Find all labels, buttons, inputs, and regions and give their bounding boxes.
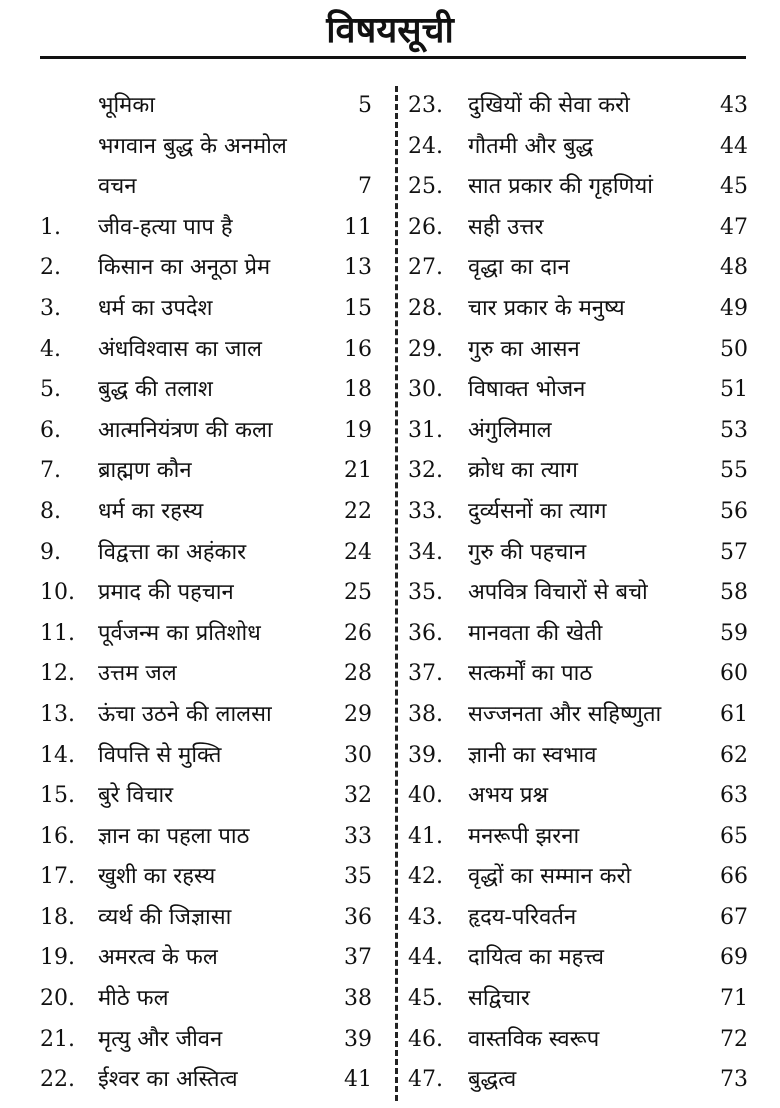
- toc-entry-page: 18: [344, 377, 372, 403]
- toc-entry: [40, 857, 380, 898]
- toc-entry-page: 7: [358, 174, 372, 200]
- toc-entry-page: 72: [720, 1026, 748, 1052]
- toc-entry-number: 45.: [408, 986, 443, 1012]
- toc-entry-number: 39.: [408, 742, 443, 768]
- toc-entry-number: 34.: [408, 539, 443, 565]
- toc-entry-page: 11: [344, 214, 372, 240]
- toc-entry-number: 9.: [40, 539, 61, 565]
- toc-entry-number: 33.: [408, 498, 443, 524]
- toc-entry-page: 65: [720, 823, 748, 849]
- toc-entry-number: 40.: [408, 783, 443, 809]
- toc-entry-number: 3.: [40, 295, 61, 321]
- toc-entry-page: 37: [344, 945, 372, 971]
- toc-entry-title: गौतमी और बुद्ध: [468, 133, 594, 159]
- toc-entry: [408, 127, 748, 168]
- toc-entry-number: 14.: [40, 742, 75, 768]
- toc-entry-title: प्रमाद की पहचान: [98, 580, 234, 606]
- toc-entry-page: 32: [344, 783, 372, 809]
- toc-entry-page: 24: [344, 539, 372, 565]
- toc-entry: [40, 898, 380, 939]
- toc-entry-number: 22.: [40, 1067, 75, 1093]
- toc-entry-page: 22: [344, 498, 372, 524]
- toc-right-column: [408, 86, 748, 1101]
- toc-entry-page: 5: [358, 93, 372, 118]
- toc-entry-title: वृद्धों का सम्मान करो: [468, 864, 632, 890]
- toc-entry-number: 41.: [408, 823, 443, 849]
- toc-entry-number: 43.: [408, 904, 443, 930]
- toc-entry-number: 12.: [40, 661, 75, 687]
- toc-entry-page: 69: [720, 945, 748, 971]
- toc-entry: [408, 817, 748, 858]
- toc-entry-title: किसान का अनूठा प्रेम: [98, 255, 271, 281]
- toc-entry-page: 56: [720, 498, 748, 524]
- toc-entry: [40, 1020, 380, 1061]
- toc-entry-title: अंधविश्वास का जाल: [98, 336, 262, 362]
- toc-entry: [40, 330, 380, 371]
- toc-entry-page: 62: [720, 742, 748, 768]
- toc-entry: [40, 776, 380, 817]
- toc-entry-page: 38: [344, 986, 372, 1012]
- toc-entry-page: 36: [344, 904, 372, 930]
- toc-entry-title: दुर्व्यसनों का त्याग: [468, 498, 607, 524]
- toc-entry-title: व्यर्थ की जिज्ञासा: [98, 904, 232, 930]
- toc-entry-page: 60: [720, 661, 748, 687]
- toc-entry-number: 21.: [40, 1026, 75, 1052]
- toc-entry-page: 57: [720, 539, 748, 565]
- toc-entry-page: 73: [720, 1067, 748, 1093]
- toc-entry: [408, 370, 748, 411]
- toc-entry-number: 42.: [408, 864, 443, 890]
- toc-entry: [40, 289, 380, 330]
- toc-entry-title: धर्म का उपदेश: [98, 295, 213, 321]
- toc-entry-title: ब्राह्मण कौन: [98, 458, 192, 484]
- toc-entry-page: 47: [720, 214, 748, 240]
- toc-entry: [40, 979, 380, 1020]
- toc-entry-number: 36.: [408, 620, 443, 646]
- toc-entry: [40, 533, 380, 574]
- toc-entry: [40, 208, 380, 249]
- toc-entry-title: आत्मनियंत्रण की कला: [98, 417, 273, 443]
- toc-entry-number: 27.: [408, 255, 443, 281]
- toc-entry: [408, 208, 748, 249]
- toc-entry: [40, 614, 380, 655]
- toc-entry-page: 13: [344, 255, 372, 281]
- toc-entry-title: मृत्यु और जीवन: [98, 1026, 223, 1052]
- toc-entry-number: 25.: [408, 174, 443, 200]
- toc-entry-title: गुरु का आसन: [468, 336, 580, 362]
- toc-entry: [408, 898, 748, 939]
- toc-entry: [408, 451, 748, 492]
- toc-entry-title: मीठे फल: [98, 986, 169, 1012]
- toc-entry-page: 48: [720, 255, 748, 281]
- toc-entry-number: 18.: [40, 904, 75, 930]
- toc-entry-page: 21: [344, 458, 372, 484]
- toc-entry: [408, 167, 748, 208]
- toc-entry-number: 37.: [408, 661, 443, 687]
- toc-entry: [40, 736, 380, 777]
- toc-entry-number: 16.: [40, 823, 75, 849]
- toc-entry-number: 38.: [408, 701, 443, 727]
- toc-entry-title: वास्तविक स्वरूप: [468, 1026, 600, 1052]
- toc-entry: [408, 492, 748, 533]
- toc-entry: [40, 695, 380, 736]
- toc-entry: [40, 167, 380, 208]
- toc-entry-title: दायित्व का महत्त्व: [468, 945, 605, 971]
- toc-entry-title: उत्तम जल: [98, 661, 177, 687]
- toc-entry: [408, 736, 748, 777]
- toc-entry-number: 11.: [40, 620, 75, 646]
- toc-entry: [40, 492, 380, 533]
- toc-entry: [40, 370, 380, 411]
- toc-entry-number: 28.: [408, 295, 443, 321]
- toc-entry-page: 67: [720, 904, 748, 930]
- toc-entry-title: बुद्ध की तलाश: [98, 377, 213, 403]
- toc-entry-title: ज्ञानी का स्वभाव: [468, 742, 597, 768]
- toc-entry: [40, 1060, 380, 1101]
- toc-entry-number: 26.: [408, 214, 443, 240]
- toc-entry-number: 1.: [40, 214, 61, 240]
- toc-entry: [40, 817, 380, 858]
- toc-entry-page: 63: [720, 783, 748, 809]
- toc-entry-page: 61: [720, 701, 748, 727]
- toc-entry-page: 45: [720, 174, 748, 200]
- toc-entry-title: वचन: [98, 174, 137, 200]
- toc-entry-page: 30: [344, 742, 372, 768]
- toc-left-column: [40, 86, 380, 1101]
- toc-entry: [408, 654, 748, 695]
- toc-entry: [40, 248, 380, 289]
- toc-entry: [40, 127, 380, 168]
- toc-entry: [408, 857, 748, 898]
- toc-entry-number: 8.: [40, 498, 61, 524]
- toc-entry-title: क्रोध का त्याग: [468, 458, 578, 484]
- toc-entry-title: अंगुलिमाल: [468, 417, 552, 443]
- toc-entry-number: 32.: [408, 458, 443, 484]
- toc-entry-number: 17.: [40, 864, 75, 890]
- toc-entry-title: हृदय-परिवर्तन: [468, 904, 577, 930]
- toc-entry-number: 46.: [408, 1026, 443, 1052]
- toc-entry-title: सज्जनता और सहिष्णुता: [468, 701, 662, 727]
- toc-entry-page: 51: [720, 377, 748, 403]
- page-title: विषयसूची: [326, 9, 454, 51]
- toc-entry-page: 43: [720, 93, 748, 118]
- toc-entry: [40, 938, 380, 979]
- toc-entry-title: अमरत्व के फल: [98, 945, 218, 971]
- toc-entry: [40, 451, 380, 492]
- toc-entry: [408, 1060, 748, 1101]
- toc-entry: [408, 938, 748, 979]
- toc-entry-page: 71: [720, 986, 748, 1012]
- toc-entry-title: खुशी का रहस्य: [98, 864, 216, 890]
- toc-entry-title: बुरे विचार: [98, 783, 174, 809]
- toc-entry-number: 23.: [408, 93, 443, 118]
- toc-entry-number: 6.: [40, 417, 61, 443]
- toc-entry-page: 16: [344, 336, 372, 362]
- toc-entry-page: 19: [344, 417, 372, 443]
- toc-entry-page: 35: [344, 864, 372, 890]
- toc-entry-title: जीव-हत्या पाप है: [98, 214, 233, 240]
- toc-entry-number: 44.: [408, 945, 443, 971]
- toc-entry-number: 35.: [408, 580, 443, 606]
- toc-entry-page: 33: [344, 823, 372, 849]
- toc-entry-title: विपत्ति से मुक्ति: [98, 742, 222, 768]
- toc-entry-title: ऊंचा उठने की लालसा: [98, 701, 272, 727]
- toc-entry-title: अपवित्र विचारों से बचो: [468, 580, 648, 606]
- toc-entry: [408, 248, 748, 289]
- toc-entry-title: चार प्रकार के मनुष्य: [468, 295, 625, 321]
- toc-entry-number: 31.: [408, 417, 443, 443]
- toc-entry-page: 39: [344, 1026, 372, 1052]
- toc-entry: [408, 614, 748, 655]
- toc-entry: [408, 330, 748, 371]
- toc-entry-page: 58: [720, 580, 748, 606]
- toc-entry-number: 2.: [40, 255, 61, 281]
- toc-entry-page: 41: [344, 1067, 372, 1093]
- toc-entry-page: 28: [344, 661, 372, 687]
- toc-entry-title: विद्वत्ता का अहंकार: [98, 539, 247, 565]
- toc-entry-number: 29.: [408, 336, 443, 362]
- toc-entry-title: ज्ञान का पहला पाठ: [98, 823, 250, 849]
- toc-entry-title: अभय प्रश्न: [468, 783, 549, 809]
- toc-entry-title: दुखियों की सेवा करो: [468, 93, 630, 118]
- toc-entry-number: 10.: [40, 580, 75, 606]
- toc-entry-number: 13.: [40, 701, 75, 727]
- toc-entry-page: 50: [720, 336, 748, 362]
- toc-entry-number: 15.: [40, 783, 75, 809]
- toc-entry-page: 59: [720, 620, 748, 646]
- toc-entry-title: भूमिका: [98, 93, 155, 118]
- title-underline: [40, 56, 746, 59]
- toc-entry: [40, 654, 380, 695]
- toc-entry-number: 30.: [408, 377, 443, 403]
- toc-entry: [408, 533, 748, 574]
- toc-entry-title: पूर्वजन्म का प्रतिशोध: [98, 620, 261, 646]
- toc-entry-title: ईश्वर का अस्तित्व: [98, 1067, 238, 1093]
- toc-entry-page: 15: [344, 295, 372, 321]
- toc-entry-page: 26: [344, 620, 372, 646]
- toc-entry: [408, 1020, 748, 1061]
- toc-entry-page: 44: [720, 133, 748, 159]
- toc-entry-number: 5.: [40, 377, 61, 403]
- toc-entry-number: 7.: [40, 458, 61, 484]
- toc-entry-title: सही उत्तर: [468, 214, 544, 240]
- toc-entry-number: 24.: [408, 133, 443, 159]
- toc-entry: [40, 411, 380, 452]
- toc-entry-title: विषाक्त भोजन: [468, 377, 586, 403]
- toc-entry-number: 4.: [40, 336, 61, 362]
- toc-entry-title: सात प्रकार की गृहणियां: [468, 174, 653, 200]
- toc-entry-number: 47.: [408, 1067, 443, 1093]
- toc-entry: [408, 573, 748, 614]
- toc-entry-page: 55: [720, 458, 748, 484]
- toc-entry-page: 66: [720, 864, 748, 890]
- toc-entry-title: भगवान बुद्ध के अनमोल: [98, 133, 287, 159]
- toc-entry-page: 53: [720, 417, 748, 443]
- toc-entry-page: 25: [344, 580, 372, 606]
- toc-entry-title: मानवता की खेती: [468, 620, 603, 646]
- toc-entry: [408, 289, 748, 330]
- toc-entry: [408, 776, 748, 817]
- column-divider: [395, 86, 398, 1101]
- toc-entry-page: 29: [344, 701, 372, 727]
- toc-entry-page: 49: [720, 295, 748, 321]
- toc-entry-number: 19.: [40, 945, 75, 971]
- toc-entry: [40, 86, 380, 127]
- toc-entry-number: 20.: [40, 986, 75, 1012]
- toc-entry: [408, 411, 748, 452]
- toc-entry-title: धर्म का रहस्य: [98, 498, 204, 524]
- toc-entry-title: सत्कर्मों का पाठ: [468, 661, 593, 687]
- toc-entry: [40, 573, 380, 614]
- toc-entry-title: वृद्धा का दान: [468, 255, 570, 281]
- toc-entry-title: गुरु की पहचान: [468, 539, 587, 565]
- toc-entry-title: मनरूपी झरना: [468, 823, 580, 849]
- toc-entry: [408, 979, 748, 1020]
- toc-entry: [408, 695, 748, 736]
- toc-entry: [408, 86, 748, 127]
- toc-entry-title: सद्विचार: [468, 986, 530, 1012]
- toc-entry-title: बुद्धत्व: [468, 1067, 517, 1093]
